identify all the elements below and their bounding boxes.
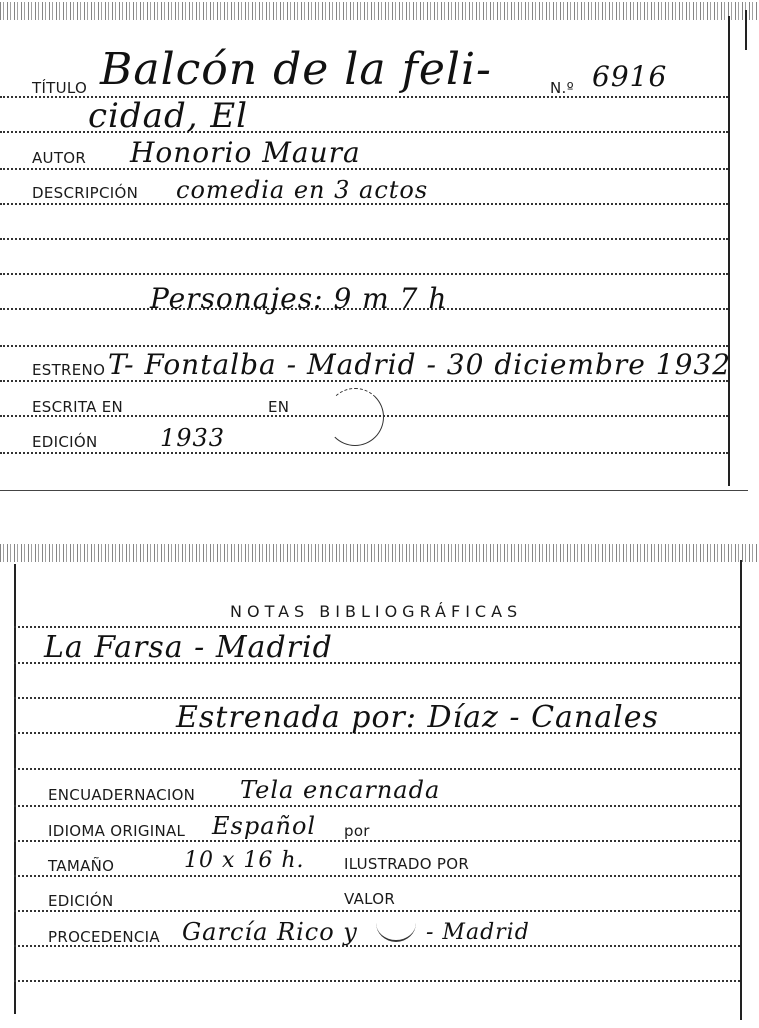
- tamano-value: 10 x 16 h.: [184, 848, 305, 873]
- por-label: por: [344, 822, 370, 840]
- notas-heading: NOTAS BIBLIOGRÁFICAS: [230, 602, 523, 621]
- personajes-value: Personajes: 9 m 7 h: [150, 282, 448, 315]
- estreno-value: T- Fontalba - Madrid - 30 diciembre 1932: [108, 348, 732, 381]
- rule-line: [14, 875, 740, 877]
- note-line-1: La Farsa - Madrid: [44, 630, 333, 665]
- edicion-value: 1933: [160, 424, 226, 452]
- autor-value: Honorio Maura: [130, 136, 361, 169]
- rule-line: [14, 980, 740, 982]
- procedencia-value-part1: García Rico y: [182, 918, 358, 946]
- note-line-2: Estrenada por: Díaz - Canales: [176, 700, 659, 735]
- idioma-value: Español: [212, 812, 317, 840]
- valor-label: VALOR: [344, 890, 396, 908]
- rule-line: [14, 805, 740, 807]
- stamp-circle-mark: [326, 388, 384, 446]
- rule-line: [14, 840, 740, 842]
- rule-line: [14, 697, 740, 699]
- procedencia-value-part2: - Madrid: [426, 920, 530, 945]
- card-bottom-edge: [0, 490, 748, 491]
- tamano-label: TAMAÑO: [48, 857, 115, 875]
- rule-line: [0, 238, 728, 240]
- descripcion-value: comedia en 3 actos: [176, 176, 429, 204]
- encuadernacion-value: Tela encarnada: [240, 776, 441, 804]
- scan-noise-top: [0, 2, 759, 20]
- rule-line: [0, 168, 728, 170]
- edicion-label-bottom: EDICIÓN: [48, 892, 114, 910]
- rule-line: [0, 345, 728, 347]
- idioma-label: IDIOMA ORIGINAL: [48, 822, 186, 840]
- catalog-card-top: [0, 0, 759, 495]
- rule-line: [14, 626, 740, 628]
- encuadernacion-label: ENCUADERNACION: [48, 786, 196, 804]
- en-label: EN: [268, 398, 290, 416]
- ink-smudge-mark: [376, 904, 416, 942]
- escrita-en-label: ESCRITA EN: [32, 398, 124, 416]
- rule-line: [0, 273, 728, 275]
- rule-line: [0, 452, 728, 454]
- edicion-label: EDICIÓN: [32, 433, 98, 451]
- card-right-border: [728, 16, 730, 486]
- catalog-card-bottom: [0, 540, 759, 1028]
- titulo-value-line2: cidad, El: [88, 96, 249, 136]
- numero-value: 6916: [592, 60, 668, 93]
- card-edge-mark: [745, 10, 747, 50]
- estreno-label: ESTRENO: [32, 361, 106, 379]
- titulo-label: TÍTULO: [32, 79, 88, 97]
- procedencia-label: PROCEDENCIA: [48, 928, 160, 946]
- card-right-border: [740, 560, 742, 1020]
- rule-line: [14, 768, 740, 770]
- rule-line: [14, 910, 740, 912]
- titulo-value-line1: Balcón de la feli-: [100, 44, 492, 95]
- autor-label: AUTOR: [32, 149, 87, 167]
- scan-noise-bottom: [0, 544, 759, 562]
- descripcion-label: DESCRIPCIÓN: [32, 184, 139, 202]
- numero-label: N.º: [550, 79, 574, 97]
- ilustrado-label: ILUSTRADO POR: [344, 855, 470, 873]
